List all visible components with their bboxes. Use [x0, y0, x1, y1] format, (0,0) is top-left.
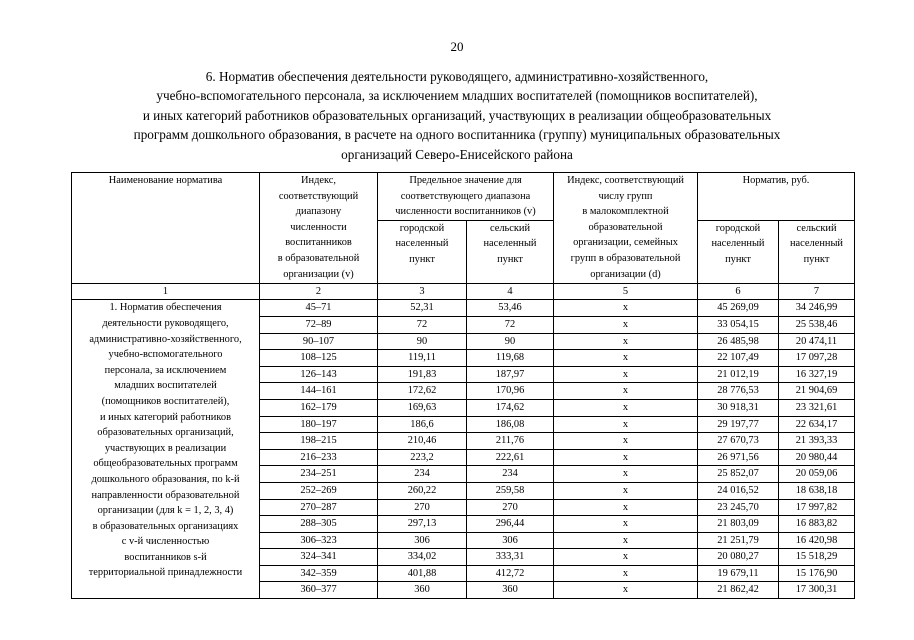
- norm-rural-cell: 17 097,28: [779, 350, 855, 367]
- header-text-line: сельский: [796, 222, 837, 234]
- index-v-cell: 45–71: [260, 300, 378, 317]
- limit-urban-cell: 119,11: [378, 350, 467, 367]
- header-text-line: пункт: [497, 253, 523, 265]
- index-v-cell: 144–161: [260, 383, 378, 400]
- description-line: с v-й численностью: [121, 536, 210, 548]
- limit-rural-cell: 53,46: [467, 300, 554, 317]
- column-number: 5: [554, 283, 698, 300]
- limit-urban-cell: 306: [378, 532, 467, 549]
- norm-description: [72, 300, 260, 599]
- norm-urban-cell: 24 016,52: [698, 482, 779, 499]
- norm-rural-cell: 17 300,31: [779, 582, 855, 599]
- norm-urban-cell: 21 803,09: [698, 516, 779, 533]
- description-line: направленности образовательной: [91, 489, 240, 501]
- limit-rural-cell: 270: [467, 499, 554, 516]
- limit-rural-cell: 174,62: [467, 399, 554, 416]
- header-text-line: численности: [290, 221, 347, 233]
- norm-table: [71, 172, 855, 599]
- limit-urban-cell: 360: [378, 582, 467, 599]
- norm-urban-cell: 27 670,73: [698, 433, 779, 450]
- header-text-line: численности воспитанников (v): [395, 206, 536, 218]
- header-text-line: групп в образовательной: [570, 252, 681, 264]
- header-text-line: организации, семейных: [573, 237, 678, 249]
- index-d-cell: х: [554, 433, 698, 450]
- description-line: общеобразовательных программ: [93, 458, 238, 470]
- limit-urban-cell: 191,83: [378, 366, 467, 383]
- index-v-cell: 288–305: [260, 516, 378, 533]
- norm-urban-cell: 45 269,09: [698, 300, 779, 317]
- limit-rural-cell: 360: [467, 582, 554, 599]
- description-line: младших воспитателей: [114, 380, 217, 392]
- description-line: воспитанников s-й: [124, 551, 207, 563]
- header-text-line: Наименование норматива: [108, 175, 223, 186]
- limit-rural-cell: 306: [467, 532, 554, 549]
- header-text-line: соответствующий: [278, 190, 359, 202]
- header-text-line: населенный: [711, 238, 765, 250]
- norm-rural-cell: 16 420,98: [779, 532, 855, 549]
- table-row: [72, 300, 855, 317]
- column-number: 3: [378, 283, 467, 300]
- limit-rural-cell: 234: [467, 466, 554, 483]
- index-d-cell: х: [554, 366, 698, 383]
- description-line: административно-хозяйственного,: [89, 333, 242, 345]
- norm-urban-cell: 29 197,77: [698, 416, 779, 433]
- index-d-cell: х: [554, 449, 698, 466]
- index-v-cell: 72–89: [260, 316, 378, 333]
- limit-rural-cell: 333,31: [467, 549, 554, 566]
- index-v-cell: 90–107: [260, 333, 378, 350]
- header-index-d: [554, 173, 698, 284]
- description-line: и иных категорий работников: [100, 411, 231, 423]
- header-text-line: образовательной: [588, 221, 663, 233]
- header-limit: [378, 173, 554, 221]
- index-d-cell: х: [554, 549, 698, 566]
- column-number-row: [72, 283, 855, 300]
- norm-urban-cell: 30 918,31: [698, 399, 779, 416]
- column-number: 4: [467, 283, 554, 300]
- heading-line: программ дошкольного образования, в расчете на одного воспитанника (группу) муниципальных образовательных: [133, 127, 781, 143]
- index-d-cell: х: [554, 333, 698, 350]
- index-d-cell: х: [554, 466, 698, 483]
- limit-urban-cell: 172,62: [378, 383, 467, 400]
- limit-rural-cell: 170,96: [467, 383, 554, 400]
- norm-urban-cell: 33 054,15: [698, 316, 779, 333]
- index-d-cell: х: [554, 316, 698, 333]
- heading-line: учебно-вспомогательного персонала, за исключением младших воспитателей (помощников воспитателей),: [156, 88, 758, 104]
- header-text-line: населенный: [790, 238, 843, 250]
- norm-rural-cell: 17 997,82: [779, 499, 855, 516]
- limit-urban-cell: 260,22: [378, 482, 467, 499]
- norm-urban-cell: 19 679,11: [698, 565, 779, 582]
- norm-urban-cell: 25 852,07: [698, 466, 779, 483]
- norm-rural-cell: 16 327,19: [779, 366, 855, 383]
- index-d-cell: х: [554, 582, 698, 599]
- column-number: 2: [260, 283, 378, 300]
- index-v-cell: 180–197: [260, 416, 378, 433]
- index-d-cell: х: [554, 383, 698, 400]
- header-norm-rural: [779, 220, 855, 283]
- limit-urban-cell: 210,46: [378, 433, 467, 450]
- limit-urban-cell: 72: [378, 316, 467, 333]
- limit-rural-cell: 90: [467, 333, 554, 350]
- header-text-line: Норматив, руб.: [742, 175, 810, 186]
- norm-urban-cell: 22 107,49: [698, 350, 779, 367]
- index-d-cell: х: [554, 300, 698, 317]
- header-text-line: числу групп: [598, 190, 653, 202]
- index-v-cell: 162–179: [260, 399, 378, 416]
- limit-urban-cell: 90: [378, 333, 467, 350]
- header-text-line: соответствующего диапазона: [400, 190, 531, 202]
- limit-rural-cell: 187,97: [467, 366, 554, 383]
- index-v-cell: 270–287: [260, 499, 378, 516]
- norm-urban-cell: 26 485,98: [698, 333, 779, 350]
- column-number: 1: [72, 283, 260, 300]
- heading-line: организаций Северо-Енисейского района: [341, 146, 573, 162]
- header-text-line: диапазону: [295, 206, 342, 218]
- header-norm: [698, 173, 855, 221]
- norm-urban-cell: 21 251,79: [698, 532, 779, 549]
- norm-rural-cell: 20 474,11: [779, 333, 855, 350]
- column-number: 6: [698, 283, 779, 300]
- header-text-line: Индекс, соответствующий: [567, 175, 684, 186]
- index-d-cell: х: [554, 482, 698, 499]
- description-line: (помощников воспитателей),: [101, 395, 230, 407]
- limit-urban-cell: 297,13: [378, 516, 467, 533]
- column-number: 7: [779, 283, 855, 300]
- header-text-line: пункт: [409, 253, 435, 265]
- norm-rural-cell: 23 321,61: [779, 399, 855, 416]
- norm-rural-cell: 20 059,06: [779, 466, 855, 483]
- header-text-line: в образовательной: [277, 252, 360, 264]
- description-line: территориальной принадлежности: [88, 567, 243, 579]
- limit-urban-cell: 334,02: [378, 549, 467, 566]
- norm-urban-cell: 28 776,53: [698, 383, 779, 400]
- index-d-cell: х: [554, 350, 698, 367]
- description-line: участвующих в реализации: [104, 442, 227, 454]
- header-text-line: в малокомплектной: [582, 206, 669, 218]
- description-line: 1. Норматив обеспечения: [109, 302, 222, 314]
- norm-urban-cell: 26 971,56: [698, 449, 779, 466]
- limit-urban-cell: 52,31: [378, 300, 467, 317]
- header-text-line: организации (v): [283, 268, 354, 280]
- description-line: персонала, за исключением: [104, 364, 227, 376]
- limit-rural-cell: 296,44: [467, 516, 554, 533]
- index-d-cell: х: [554, 516, 698, 533]
- limit-urban-cell: 270: [378, 499, 467, 516]
- description-line: в образовательных организациях: [92, 520, 239, 532]
- norm-urban-cell: 21 862,42: [698, 582, 779, 599]
- index-v-cell: 360–377: [260, 582, 378, 599]
- index-d-cell: х: [554, 565, 698, 582]
- header-name: [72, 173, 260, 284]
- limit-rural-cell: 222,61: [467, 449, 554, 466]
- limit-urban-cell: 223,2: [378, 449, 467, 466]
- header-limit-urban: [378, 220, 467, 283]
- index-v-cell: 108–125: [260, 350, 378, 367]
- norm-rural-cell: 21 393,33: [779, 433, 855, 450]
- header-limit-rural: [467, 220, 554, 283]
- header-text-line: сельский: [489, 222, 531, 234]
- limit-rural-cell: 72: [467, 316, 554, 333]
- norm-rural-cell: 15 176,90: [779, 565, 855, 582]
- norm-rural-cell: 20 980,44: [779, 449, 855, 466]
- norm-urban-cell: 21 012,19: [698, 366, 779, 383]
- description-line: образовательных организаций,: [97, 427, 234, 439]
- limit-rural-cell: 412,72: [467, 565, 554, 582]
- norm-rural-cell: 15 518,29: [779, 549, 855, 566]
- header-text-line: пункт: [725, 253, 751, 265]
- description-line: дошкольного образования, по k-й: [91, 473, 240, 485]
- heading-line: и иных категорий работников образовательных организаций, участвующих в реализации общеобразовательных: [142, 107, 772, 123]
- limit-urban-cell: 234: [378, 466, 467, 483]
- norm-rural-cell: 16 883,82: [779, 516, 855, 533]
- page-number: 20: [450, 39, 464, 54]
- norm-rural-cell: 18 638,18: [779, 482, 855, 499]
- index-d-cell: х: [554, 399, 698, 416]
- header-text-line: организации (d): [590, 268, 661, 280]
- limit-rural-cell: 186,08: [467, 416, 554, 433]
- section-heading: [80, 67, 834, 164]
- index-d-cell: х: [554, 416, 698, 433]
- index-v-cell: 198–215: [260, 433, 378, 450]
- header-text-line: населенный: [395, 238, 449, 250]
- index-d-cell: х: [554, 499, 698, 516]
- header-text-line: городской: [715, 222, 761, 234]
- header-text-line: пункт: [803, 253, 830, 265]
- index-v-cell: 126–143: [260, 366, 378, 383]
- norm-rural-cell: 21 904,69: [779, 383, 855, 400]
- description-line: учебно-вспомогательного: [108, 349, 223, 361]
- index-v-cell: 252–269: [260, 482, 378, 499]
- norm-rural-cell: 22 634,17: [779, 416, 855, 433]
- index-v-cell: 324–341: [260, 549, 378, 566]
- limit-urban-cell: 401,88: [378, 565, 467, 582]
- norm-rural-cell: 34 246,99: [779, 300, 855, 317]
- limit-urban-cell: 169,63: [378, 399, 467, 416]
- limit-rural-cell: 119,68: [467, 350, 554, 367]
- limit-rural-cell: 259,58: [467, 482, 554, 499]
- limit-rural-cell: 211,76: [467, 433, 554, 450]
- norm-urban-cell: 23 245,70: [698, 499, 779, 516]
- header-text-line: Индекс,: [301, 175, 336, 186]
- limit-urban-cell: 186,6: [378, 416, 467, 433]
- index-d-cell: х: [554, 532, 698, 549]
- header-text-line: городской: [399, 222, 445, 234]
- index-v-cell: 216–233: [260, 449, 378, 466]
- header-text-line: Предельное значение для: [409, 175, 522, 186]
- header-index-v: [260, 173, 378, 284]
- header-text-line: населенный: [483, 238, 537, 250]
- description-line: деятельности руководящего,: [102, 317, 229, 329]
- norm-rural-cell: 25 538,46: [779, 316, 855, 333]
- header-norm-urban: [698, 220, 779, 283]
- index-v-cell: 342–359: [260, 565, 378, 582]
- index-v-cell: 306–323: [260, 532, 378, 549]
- index-v-cell: 234–251: [260, 466, 378, 483]
- header-text-line: воспитанников: [285, 237, 352, 249]
- norm-urban-cell: 20 080,27: [698, 549, 779, 566]
- description-line: организации (для k = 1, 2, 3, 4): [97, 505, 234, 517]
- heading-line: 6. Норматив обеспечения деятельности руководящего, административно-хозяйственного,: [205, 69, 709, 84]
